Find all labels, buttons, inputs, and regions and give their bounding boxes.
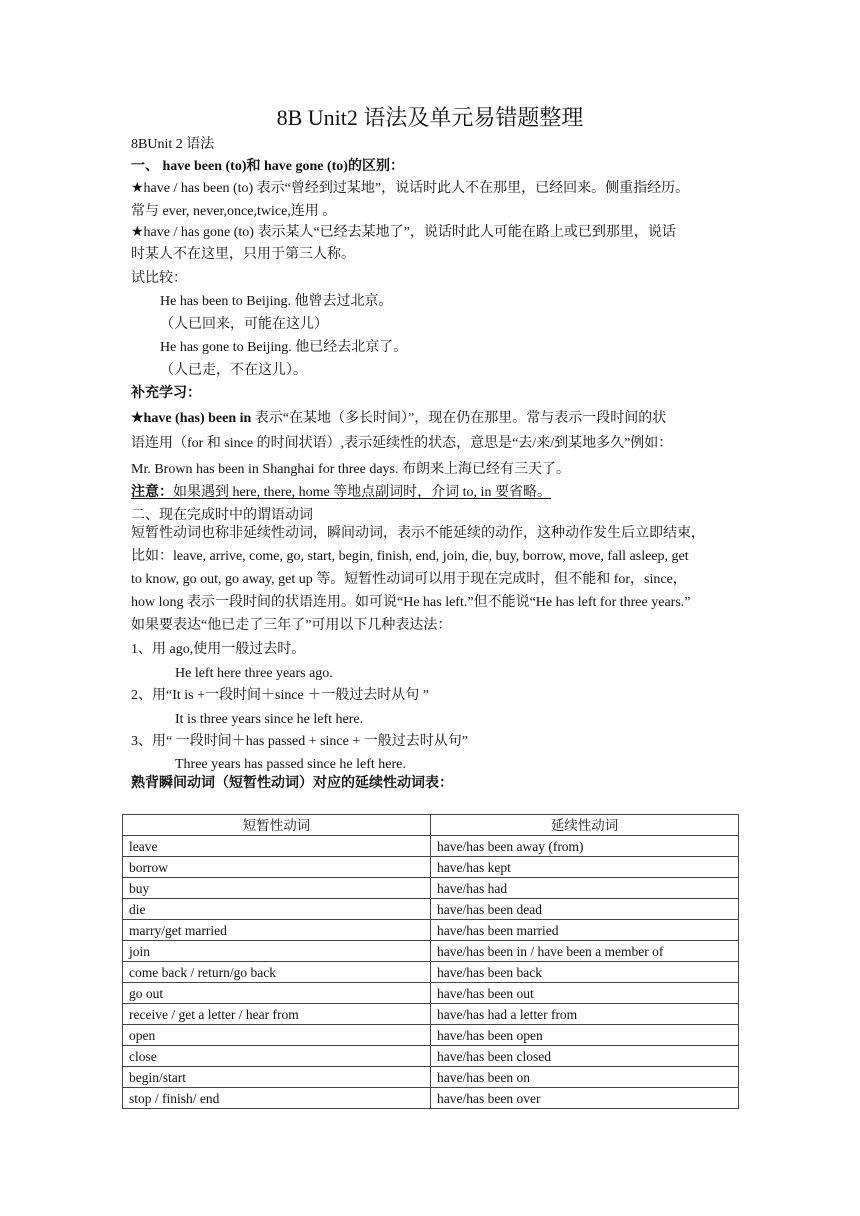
table-row: [123, 857, 739, 878]
paragraph-3-line-1-rest: 表示“在某地（多长时间）”，现在仍在那里。常与表示一段时间的状: [251, 411, 667, 426]
paragraph-3-line-1: [131, 410, 666, 428]
table-cell: buy: [123, 878, 431, 899]
example-2: He has gone to Beijing. 他已经去北京了。: [160, 340, 408, 355]
table-row: [123, 1004, 739, 1025]
note-text: 如果遇到 here, there, home 等地点副词时，介词 to, in 要省略。: [173, 485, 551, 500]
method-1: 1、用 ago,使用一般过去时。: [131, 642, 306, 657]
section-1-heading: 一、 have been (to)和 have gone (to)的区别：: [131, 159, 404, 174]
table-cell: have/has kept: [431, 857, 739, 878]
paragraph-1-line-1: ★have / has been (to) 表示“曾经到过某地”，说话时此人不在那里，已经回来。侧重指经历。: [131, 181, 690, 196]
table-cell: have/has been out: [431, 983, 739, 1004]
table-row: [123, 920, 739, 941]
table-cell: have/has had: [431, 878, 739, 899]
table-cell: stop / finish/ end: [123, 1088, 431, 1109]
method-3-example: Three years has passed since he left here.: [175, 757, 406, 772]
example-1: He has been to Beijing. 他曾去过北京。: [160, 294, 393, 309]
table-cell: have/has been in / have been a member of: [431, 941, 739, 962]
note-line: [131, 484, 551, 502]
paragraph-3-line-2: 语连用（for 和 since 的时间状语）,表示延续性的状态，意思是“去/来/到某地多久”例如：: [131, 436, 673, 451]
table-cell: close: [123, 1046, 431, 1067]
table-cell: have/has been dead: [431, 899, 739, 920]
paragraph-1-line-2: 常与 ever, never,once,twice,连用 。: [131, 204, 337, 219]
table-header-cell: 短暂性动词: [123, 815, 431, 836]
paragraph-3-bold-term: ★have (has) been in: [131, 411, 252, 426]
subtitle: 8BUnit 2 语法: [131, 137, 215, 152]
method-1-example: He left here three years ago.: [175, 666, 333, 681]
table-cell: begin/start: [123, 1067, 431, 1088]
table-row: [123, 899, 739, 920]
table-cell: have/has been away (from): [431, 836, 739, 857]
method-2: 2、用“It is +一段时间＋since ＋一般过去时从句 ”: [131, 688, 429, 703]
table-row: [123, 836, 739, 857]
table-cell: have/has been back: [431, 962, 739, 983]
table-row: [123, 1046, 739, 1067]
table-cell: have/has been open: [431, 1025, 739, 1046]
table-row: [123, 983, 739, 1004]
table-cell: go out: [123, 983, 431, 1004]
paragraph-4-line-4: how long 表示一段时间的状语连用。如可说“He has left.”但不能说“He has left for three years.”: [131, 595, 691, 610]
paragraph-3-line-3: Mr. Brown has been in Shanghai for three days. 布朗来上海已经有三天了。: [131, 462, 570, 477]
table-cell: have/has been closed: [431, 1046, 739, 1067]
table-cell: join: [123, 941, 431, 962]
table-cell: marry/get married: [123, 920, 431, 941]
example-2-note: （人已走，不在这儿）。: [160, 363, 307, 378]
paragraph-4-line-5: 如果要表达“他已走了三年了”可用以下几种表达法：: [131, 618, 452, 633]
table-cell: have/has been on: [431, 1067, 739, 1088]
method-3: 3、用“ 一段时间＋has passed + since + 一般过去时从句”: [131, 734, 468, 749]
paragraph-4-line-3: to know, go out, go away, get up 等。短暂性动词可以用于现在完成时，但不能和 for，since，: [131, 572, 687, 587]
method-2-example: It is three years since he left here.: [175, 712, 364, 727]
table-cell: have/has had a letter from: [431, 1004, 739, 1025]
table-row: [123, 1025, 739, 1046]
table-cell: have/has been over: [431, 1088, 739, 1109]
page-title: 8B Unit2 语法及单元易错题整理: [276, 105, 584, 130]
table-intro: 熟背瞬间动词（短暂性动词）对应的延续性动词表：: [131, 776, 453, 791]
table-header-cell: 延续性动词: [431, 815, 739, 836]
table-row: [123, 941, 739, 962]
paragraph-2-line-1: ★have / has gone (to) 表示某人“已经去某地了”，说话时此人可能在路上或已到那里，说话: [131, 225, 676, 240]
table-cell: borrow: [123, 857, 431, 878]
table-cell: come back / return/go back: [123, 962, 431, 983]
paragraph-4-line-2: 比如：leave, arrive, come, go, start, begin, finish, end, join, die, buy, borrow, move, fall asleep, get: [131, 549, 689, 564]
table-cell: receive / get a letter / hear from: [123, 1004, 431, 1025]
table-cell: open: [123, 1025, 431, 1046]
table-header-row: [123, 815, 739, 836]
paragraph-2-line-2: 时某人不在这里，只用于第三人称。: [131, 247, 355, 262]
table-row: [123, 878, 739, 899]
supplement-heading: 补充学习：: [131, 386, 201, 401]
verb-table: [122, 814, 739, 1109]
note-label: 注意：: [131, 485, 173, 500]
table-row: [123, 1067, 739, 1088]
section-2-heading: 二、现在完成时中的谓语动词: [131, 508, 313, 523]
example-1-note: （人已回来，可能在这儿）: [160, 317, 328, 332]
table-cell: leave: [123, 836, 431, 857]
paragraph-4-line-1: 短暂性动词也称非延续性动词，瞬间动词，表示不能延续的动作，这种动作发生后立即结束，: [131, 526, 705, 541]
table-cell: die: [123, 899, 431, 920]
compare-label: 试比较：: [131, 271, 187, 286]
table-cell: have/has been married: [431, 920, 739, 941]
table-row: [123, 962, 739, 983]
table-row: [123, 1088, 739, 1109]
